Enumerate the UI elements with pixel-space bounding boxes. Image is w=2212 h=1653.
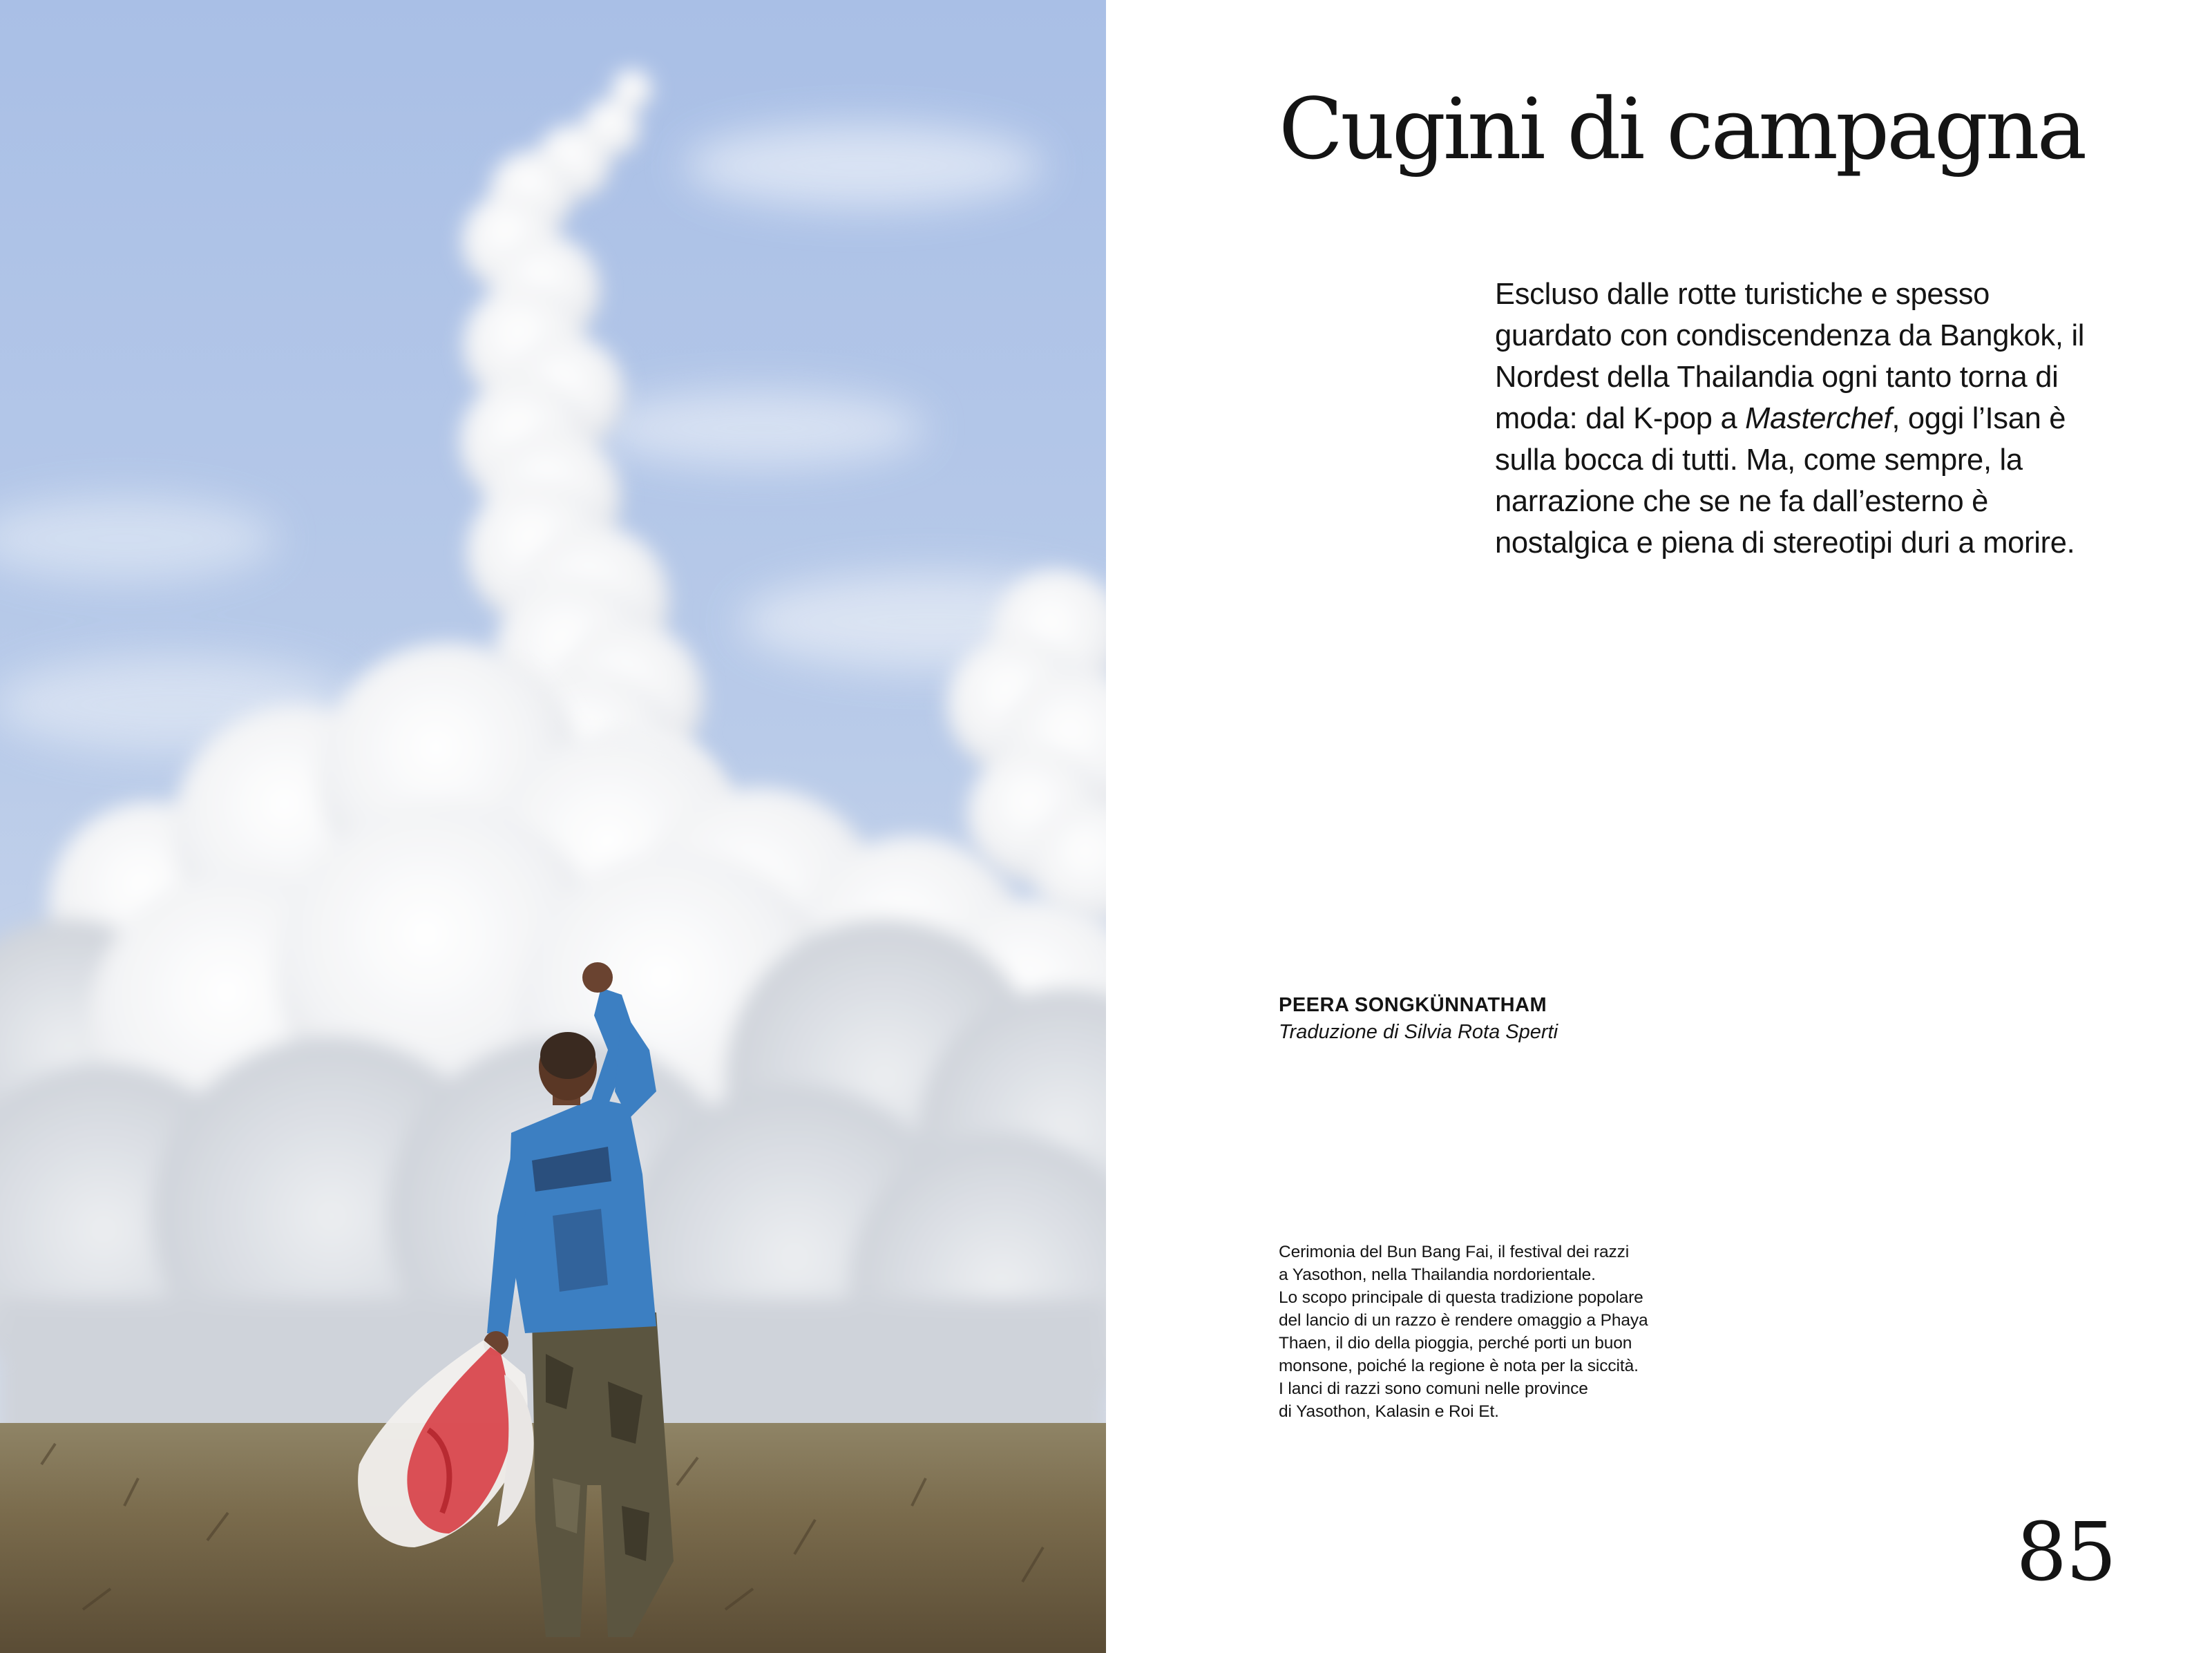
page-number: 85 — [2016, 1506, 2115, 1599]
article-page — [1106, 0, 2212, 1653]
article-intro — [1495, 274, 2103, 564]
author-name: PEERA SONGKÜNNATHAM — [1279, 994, 1547, 1016]
byline — [1279, 992, 1558, 1046]
intro-text-start: Escluso dalle rotte turistiche e spesso guardato con condiscendenza da Bangkok, il Nordest della Thailandia ogni tanto torna di moda: dal K-pop a — [1495, 278, 2085, 435]
translator-credit: Traduzione di Silvia Rota Sperti — [1279, 1021, 1558, 1043]
photo-caption: Cerimonia del Bun Bang Fai, il festival dei razzi a Yasothon, nella Thailandia nordorientale. Lo scopo principale di questa tradizione popolare del lancio di un razzo è rendere omaggio a Phaya Thaen, il dio della pioggia, perché porti un buon monsone, poiché la regione è nota per la siccità. I lanci di razzi sono comuni nelle province di Yasothon, Kalasin e Roi Et. — [1279, 1243, 1648, 1421]
intro-text-end: , oggi l’Isan è sulla bocca di tutti. Ma, come sempre, la narrazione che se ne fa dall’esterno è nostalgica e piena di stereotipi duri a morire. — [1495, 402, 2075, 560]
intro-italic-title: Masterchef — [1745, 402, 1892, 435]
article-title: Cugini di campagna — [1279, 80, 2085, 178]
